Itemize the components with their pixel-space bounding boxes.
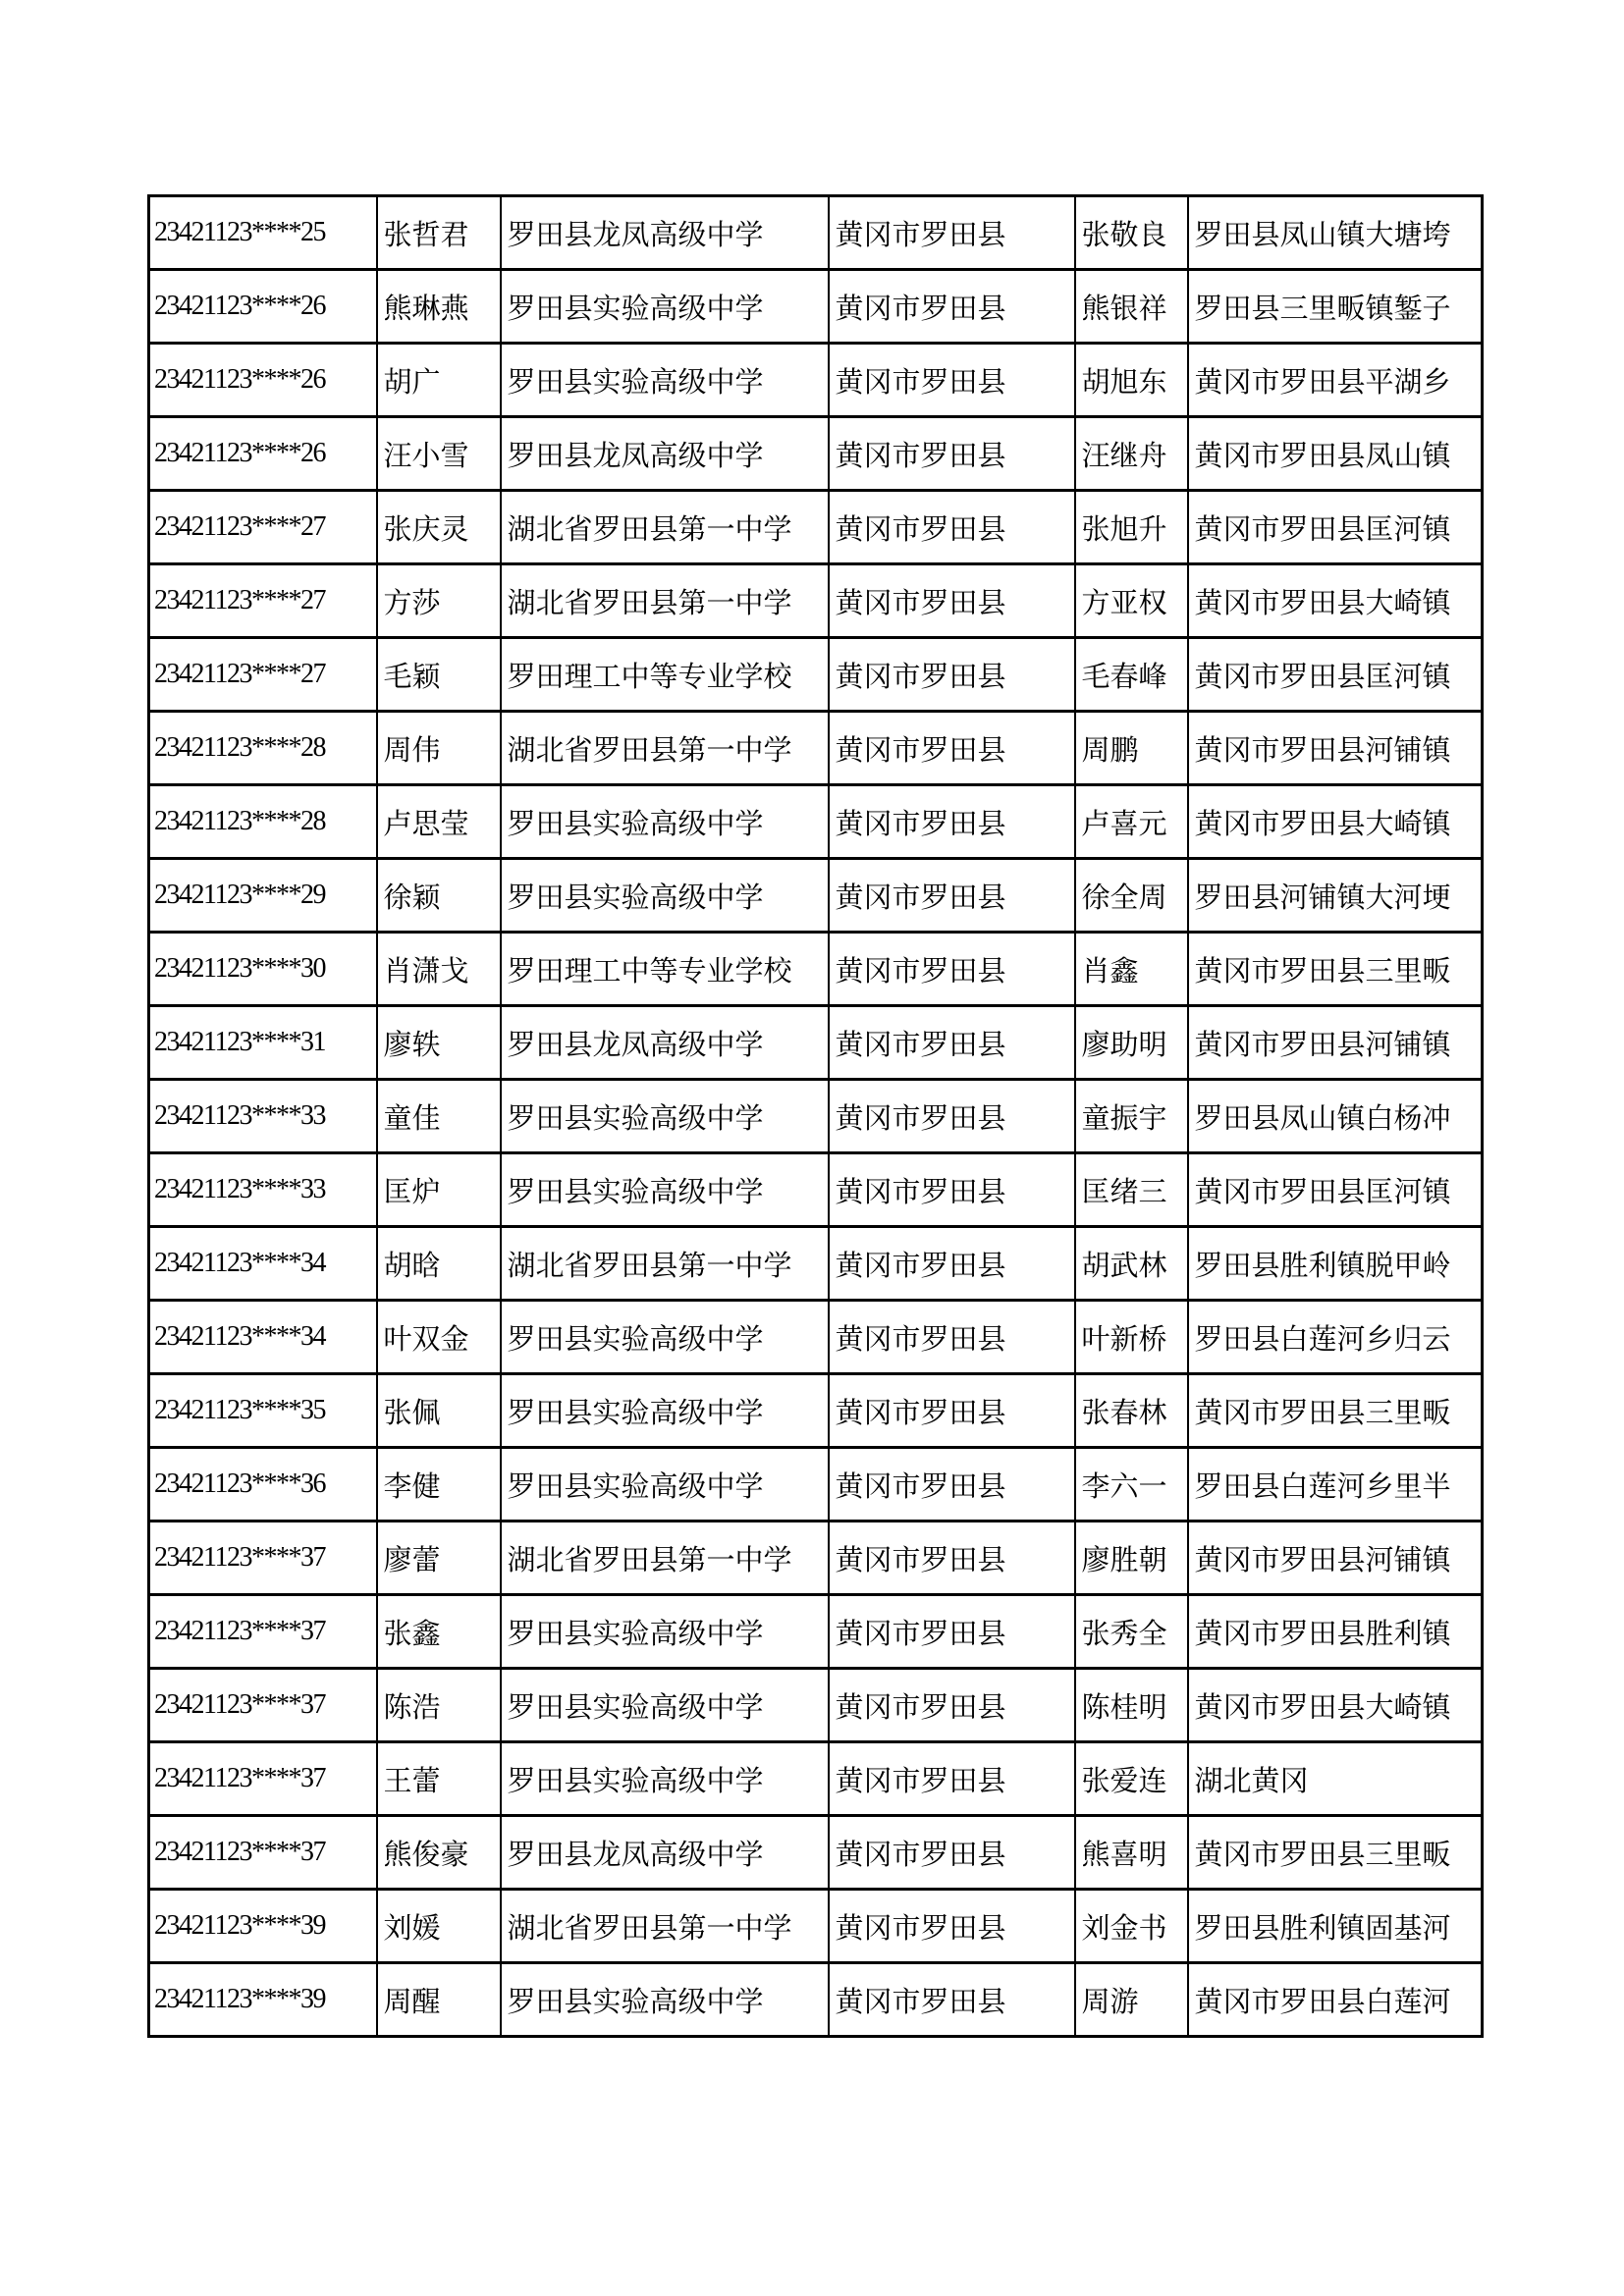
school-cell: 罗田县实验高级中学 (501, 1153, 829, 1227)
id-cell: 23421123****36 (149, 1448, 377, 1522)
address-cell: 罗田县胜利镇脱甲岭 (1188, 1227, 1483, 1301)
region-cell: 黄冈市罗田县 (829, 1374, 1075, 1448)
address-cell: 黄冈市罗田县三里畈 (1188, 1374, 1483, 1448)
student-name-cell: 熊俊豪 (377, 1816, 501, 1890)
region-cell: 黄冈市罗田县 (829, 491, 1075, 564)
table-row (149, 1816, 1483, 1890)
id-cell: 23421123****27 (149, 564, 377, 638)
student-name-cell: 毛颖 (377, 638, 501, 712)
school-cell: 罗田县实验高级中学 (501, 270, 829, 344)
table-row (149, 712, 1483, 785)
guardian-name-cell: 张敬良 (1075, 196, 1188, 270)
school-cell: 罗田县实验高级中学 (501, 1301, 829, 1374)
school-cell: 罗田县实验高级中学 (501, 1669, 829, 1742)
table-row (149, 270, 1483, 344)
student-name-cell: 卢思莹 (377, 785, 501, 859)
school-cell: 罗田理工中等专业学校 (501, 638, 829, 712)
guardian-name-cell: 刘金书 (1075, 1890, 1188, 1963)
table-row (149, 491, 1483, 564)
school-cell: 罗田县龙凤高级中学 (501, 1816, 829, 1890)
region-cell: 黄冈市罗田县 (829, 564, 1075, 638)
student-name-cell: 张哲君 (377, 196, 501, 270)
id-cell: 23421123****27 (149, 638, 377, 712)
id-cell: 23421123****37 (149, 1522, 377, 1595)
guardian-name-cell: 熊银祥 (1075, 270, 1188, 344)
table-row (149, 196, 1483, 270)
region-cell: 黄冈市罗田县 (829, 1227, 1075, 1301)
guardian-name-cell: 徐全周 (1075, 859, 1188, 933)
id-cell: 23421123****34 (149, 1227, 377, 1301)
region-cell: 黄冈市罗田县 (829, 933, 1075, 1006)
student-name-cell: 童佳 (377, 1080, 501, 1153)
table-row (149, 1227, 1483, 1301)
table-row (149, 933, 1483, 1006)
student-name-cell: 熊琳燕 (377, 270, 501, 344)
guardian-name-cell: 张春林 (1075, 1374, 1188, 1448)
school-cell: 罗田理工中等专业学校 (501, 933, 829, 1006)
address-cell: 罗田县凤山镇白杨冲 (1188, 1080, 1483, 1153)
student-name-cell: 李健 (377, 1448, 501, 1522)
region-cell: 黄冈市罗田县 (829, 1595, 1075, 1669)
school-cell: 湖北省罗田县第一中学 (501, 491, 829, 564)
region-cell: 黄冈市罗田县 (829, 638, 1075, 712)
table-row (149, 564, 1483, 638)
guardian-name-cell: 张旭升 (1075, 491, 1188, 564)
id-cell: 23421123****37 (149, 1816, 377, 1890)
student-name-cell: 廖轶 (377, 1006, 501, 1080)
school-cell: 罗田县龙凤高级中学 (501, 417, 829, 491)
student-name-cell: 匡炉 (377, 1153, 501, 1227)
region-cell: 黄冈市罗田县 (829, 1890, 1075, 1963)
guardian-name-cell: 匡绪三 (1075, 1153, 1188, 1227)
table-row (149, 1080, 1483, 1153)
table-row (149, 1301, 1483, 1374)
student-name-cell: 刘媛 (377, 1890, 501, 1963)
guardian-name-cell: 周鹏 (1075, 712, 1188, 785)
region-cell: 黄冈市罗田县 (829, 1963, 1075, 2037)
address-cell: 罗田县胜利镇固基河 (1188, 1890, 1483, 1963)
table-row (149, 1742, 1483, 1816)
guardian-name-cell: 方亚权 (1075, 564, 1188, 638)
id-cell: 23421123****37 (149, 1595, 377, 1669)
region-cell: 黄冈市罗田县 (829, 785, 1075, 859)
id-cell: 23421123****26 (149, 270, 377, 344)
id-cell: 23421123****35 (149, 1374, 377, 1448)
id-cell: 23421123****34 (149, 1301, 377, 1374)
region-cell: 黄冈市罗田县 (829, 1153, 1075, 1227)
table-row (149, 785, 1483, 859)
region-cell: 黄冈市罗田县 (829, 712, 1075, 785)
guardian-name-cell: 胡武林 (1075, 1227, 1188, 1301)
guardian-name-cell: 李六一 (1075, 1448, 1188, 1522)
table-row (149, 1006, 1483, 1080)
school-cell: 罗田县实验高级中学 (501, 344, 829, 417)
address-cell: 黄冈市罗田县大崎镇 (1188, 1669, 1483, 1742)
region-cell: 黄冈市罗田县 (829, 1448, 1075, 1522)
table-row (149, 638, 1483, 712)
school-cell: 罗田县龙凤高级中学 (501, 1006, 829, 1080)
address-cell: 黄冈市罗田县匡河镇 (1188, 491, 1483, 564)
address-cell: 黄冈市罗田县胜利镇 (1188, 1595, 1483, 1669)
id-cell: 23421123****33 (149, 1153, 377, 1227)
address-cell: 黄冈市罗田县三里畈 (1188, 933, 1483, 1006)
id-cell: 23421123****26 (149, 344, 377, 417)
address-cell: 黄冈市罗田县河铺镇 (1188, 1522, 1483, 1595)
guardian-name-cell: 胡旭东 (1075, 344, 1188, 417)
guardian-name-cell: 廖助明 (1075, 1006, 1188, 1080)
student-name-cell: 汪小雪 (377, 417, 501, 491)
region-cell: 黄冈市罗田县 (829, 1742, 1075, 1816)
id-cell: 23421123****31 (149, 1006, 377, 1080)
address-cell: 黄冈市罗田县河铺镇 (1188, 712, 1483, 785)
table-row (149, 1669, 1483, 1742)
region-cell: 黄冈市罗田县 (829, 859, 1075, 933)
id-cell: 23421123****39 (149, 1963, 377, 2037)
id-cell: 23421123****28 (149, 712, 377, 785)
id-cell: 23421123****30 (149, 933, 377, 1006)
school-cell: 罗田县实验高级中学 (501, 1080, 829, 1153)
table-row (149, 1448, 1483, 1522)
school-cell: 湖北省罗田县第一中学 (501, 712, 829, 785)
student-name-cell: 张庆灵 (377, 491, 501, 564)
student-name-cell: 廖蕾 (377, 1522, 501, 1595)
table-row (149, 1153, 1483, 1227)
address-cell: 黄冈市罗田县平湖乡 (1188, 344, 1483, 417)
table-row (149, 1890, 1483, 1963)
address-cell: 罗田县三里畈镇錾子 (1188, 270, 1483, 344)
guardian-name-cell: 熊喜明 (1075, 1816, 1188, 1890)
id-cell: 23421123****39 (149, 1890, 377, 1963)
guardian-name-cell: 卢喜元 (1075, 785, 1188, 859)
table-row (149, 1595, 1483, 1669)
guardian-name-cell: 叶新桥 (1075, 1301, 1188, 1374)
region-cell: 黄冈市罗田县 (829, 1522, 1075, 1595)
guardian-name-cell: 肖鑫 (1075, 933, 1188, 1006)
school-cell: 罗田县实验高级中学 (501, 859, 829, 933)
region-cell: 黄冈市罗田县 (829, 417, 1075, 491)
guardian-name-cell: 张秀全 (1075, 1595, 1188, 1669)
school-cell: 湖北省罗田县第一中学 (501, 1890, 829, 1963)
school-cell: 罗田县实验高级中学 (501, 1963, 829, 2037)
table-row (149, 1963, 1483, 2037)
address-cell: 黄冈市罗田县匡河镇 (1188, 1153, 1483, 1227)
id-cell: 23421123****26 (149, 417, 377, 491)
table-body (149, 196, 1483, 2037)
student-name-cell: 周伟 (377, 712, 501, 785)
school-cell: 湖北省罗田县第一中学 (501, 1522, 829, 1595)
school-cell: 罗田县实验高级中学 (501, 1742, 829, 1816)
guardian-name-cell: 张爱连 (1075, 1742, 1188, 1816)
guardian-name-cell: 廖胜朝 (1075, 1522, 1188, 1595)
school-cell: 罗田县实验高级中学 (501, 1448, 829, 1522)
student-name-cell: 肖潇戈 (377, 933, 501, 1006)
school-cell: 罗田县实验高级中学 (501, 1374, 829, 1448)
address-cell: 黄冈市罗田县大崎镇 (1188, 785, 1483, 859)
address-cell: 黄冈市罗田县三里畈 (1188, 1816, 1483, 1890)
school-cell: 湖北省罗田县第一中学 (501, 564, 829, 638)
guardian-name-cell: 陈桂明 (1075, 1669, 1188, 1742)
region-cell: 黄冈市罗田县 (829, 270, 1075, 344)
address-cell: 罗田县白莲河乡归云 (1188, 1301, 1483, 1374)
student-name-cell: 陈浩 (377, 1669, 501, 1742)
student-name-cell: 胡广 (377, 344, 501, 417)
id-cell: 23421123****29 (149, 859, 377, 933)
region-cell: 黄冈市罗田县 (829, 1816, 1075, 1890)
student-name-cell: 周醒 (377, 1963, 501, 2037)
guardian-name-cell: 毛春峰 (1075, 638, 1188, 712)
student-name-cell: 张鑫 (377, 1595, 501, 1669)
student-name-cell: 方莎 (377, 564, 501, 638)
region-cell: 黄冈市罗田县 (829, 196, 1075, 270)
address-cell: 罗田县凤山镇大塘垮 (1188, 196, 1483, 270)
table-row (149, 859, 1483, 933)
region-cell: 黄冈市罗田县 (829, 344, 1075, 417)
student-name-cell: 徐颖 (377, 859, 501, 933)
school-cell: 罗田县实验高级中学 (501, 785, 829, 859)
guardian-name-cell: 汪继舟 (1075, 417, 1188, 491)
guardian-name-cell: 周游 (1075, 1963, 1188, 2037)
id-cell: 23421123****33 (149, 1080, 377, 1153)
table-row (149, 1522, 1483, 1595)
guardian-name-cell: 童振宇 (1075, 1080, 1188, 1153)
student-name-cell: 王蕾 (377, 1742, 501, 1816)
school-cell: 罗田县龙凤高级中学 (501, 196, 829, 270)
address-cell: 湖北黄冈 (1188, 1742, 1483, 1816)
student-table (147, 194, 1484, 2038)
student-name-cell: 胡晗 (377, 1227, 501, 1301)
region-cell: 黄冈市罗田县 (829, 1669, 1075, 1742)
id-cell: 23421123****25 (149, 196, 377, 270)
address-cell: 黄冈市罗田县河铺镇 (1188, 1006, 1483, 1080)
school-cell: 湖北省罗田县第一中学 (501, 1227, 829, 1301)
id-cell: 23421123****37 (149, 1669, 377, 1742)
table-row (149, 1374, 1483, 1448)
school-cell: 罗田县实验高级中学 (501, 1595, 829, 1669)
id-cell: 23421123****37 (149, 1742, 377, 1816)
address-cell: 黄冈市罗田县白莲河 (1188, 1963, 1483, 2037)
address-cell: 黄冈市罗田县大崎镇 (1188, 564, 1483, 638)
student-name-cell: 张佩 (377, 1374, 501, 1448)
address-cell: 罗田县河铺镇大河埂 (1188, 859, 1483, 933)
id-cell: 23421123****28 (149, 785, 377, 859)
address-cell: 罗田县白莲河乡里半 (1188, 1448, 1483, 1522)
student-name-cell: 叶双金 (377, 1301, 501, 1374)
address-cell: 黄冈市罗田县匡河镇 (1188, 638, 1483, 712)
address-cell: 黄冈市罗田县凤山镇 (1188, 417, 1483, 491)
region-cell: 黄冈市罗田县 (829, 1006, 1075, 1080)
table-row (149, 344, 1483, 417)
id-cell: 23421123****27 (149, 491, 377, 564)
table-row (149, 417, 1483, 491)
region-cell: 黄冈市罗田县 (829, 1080, 1075, 1153)
region-cell: 黄冈市罗田县 (829, 1301, 1075, 1374)
